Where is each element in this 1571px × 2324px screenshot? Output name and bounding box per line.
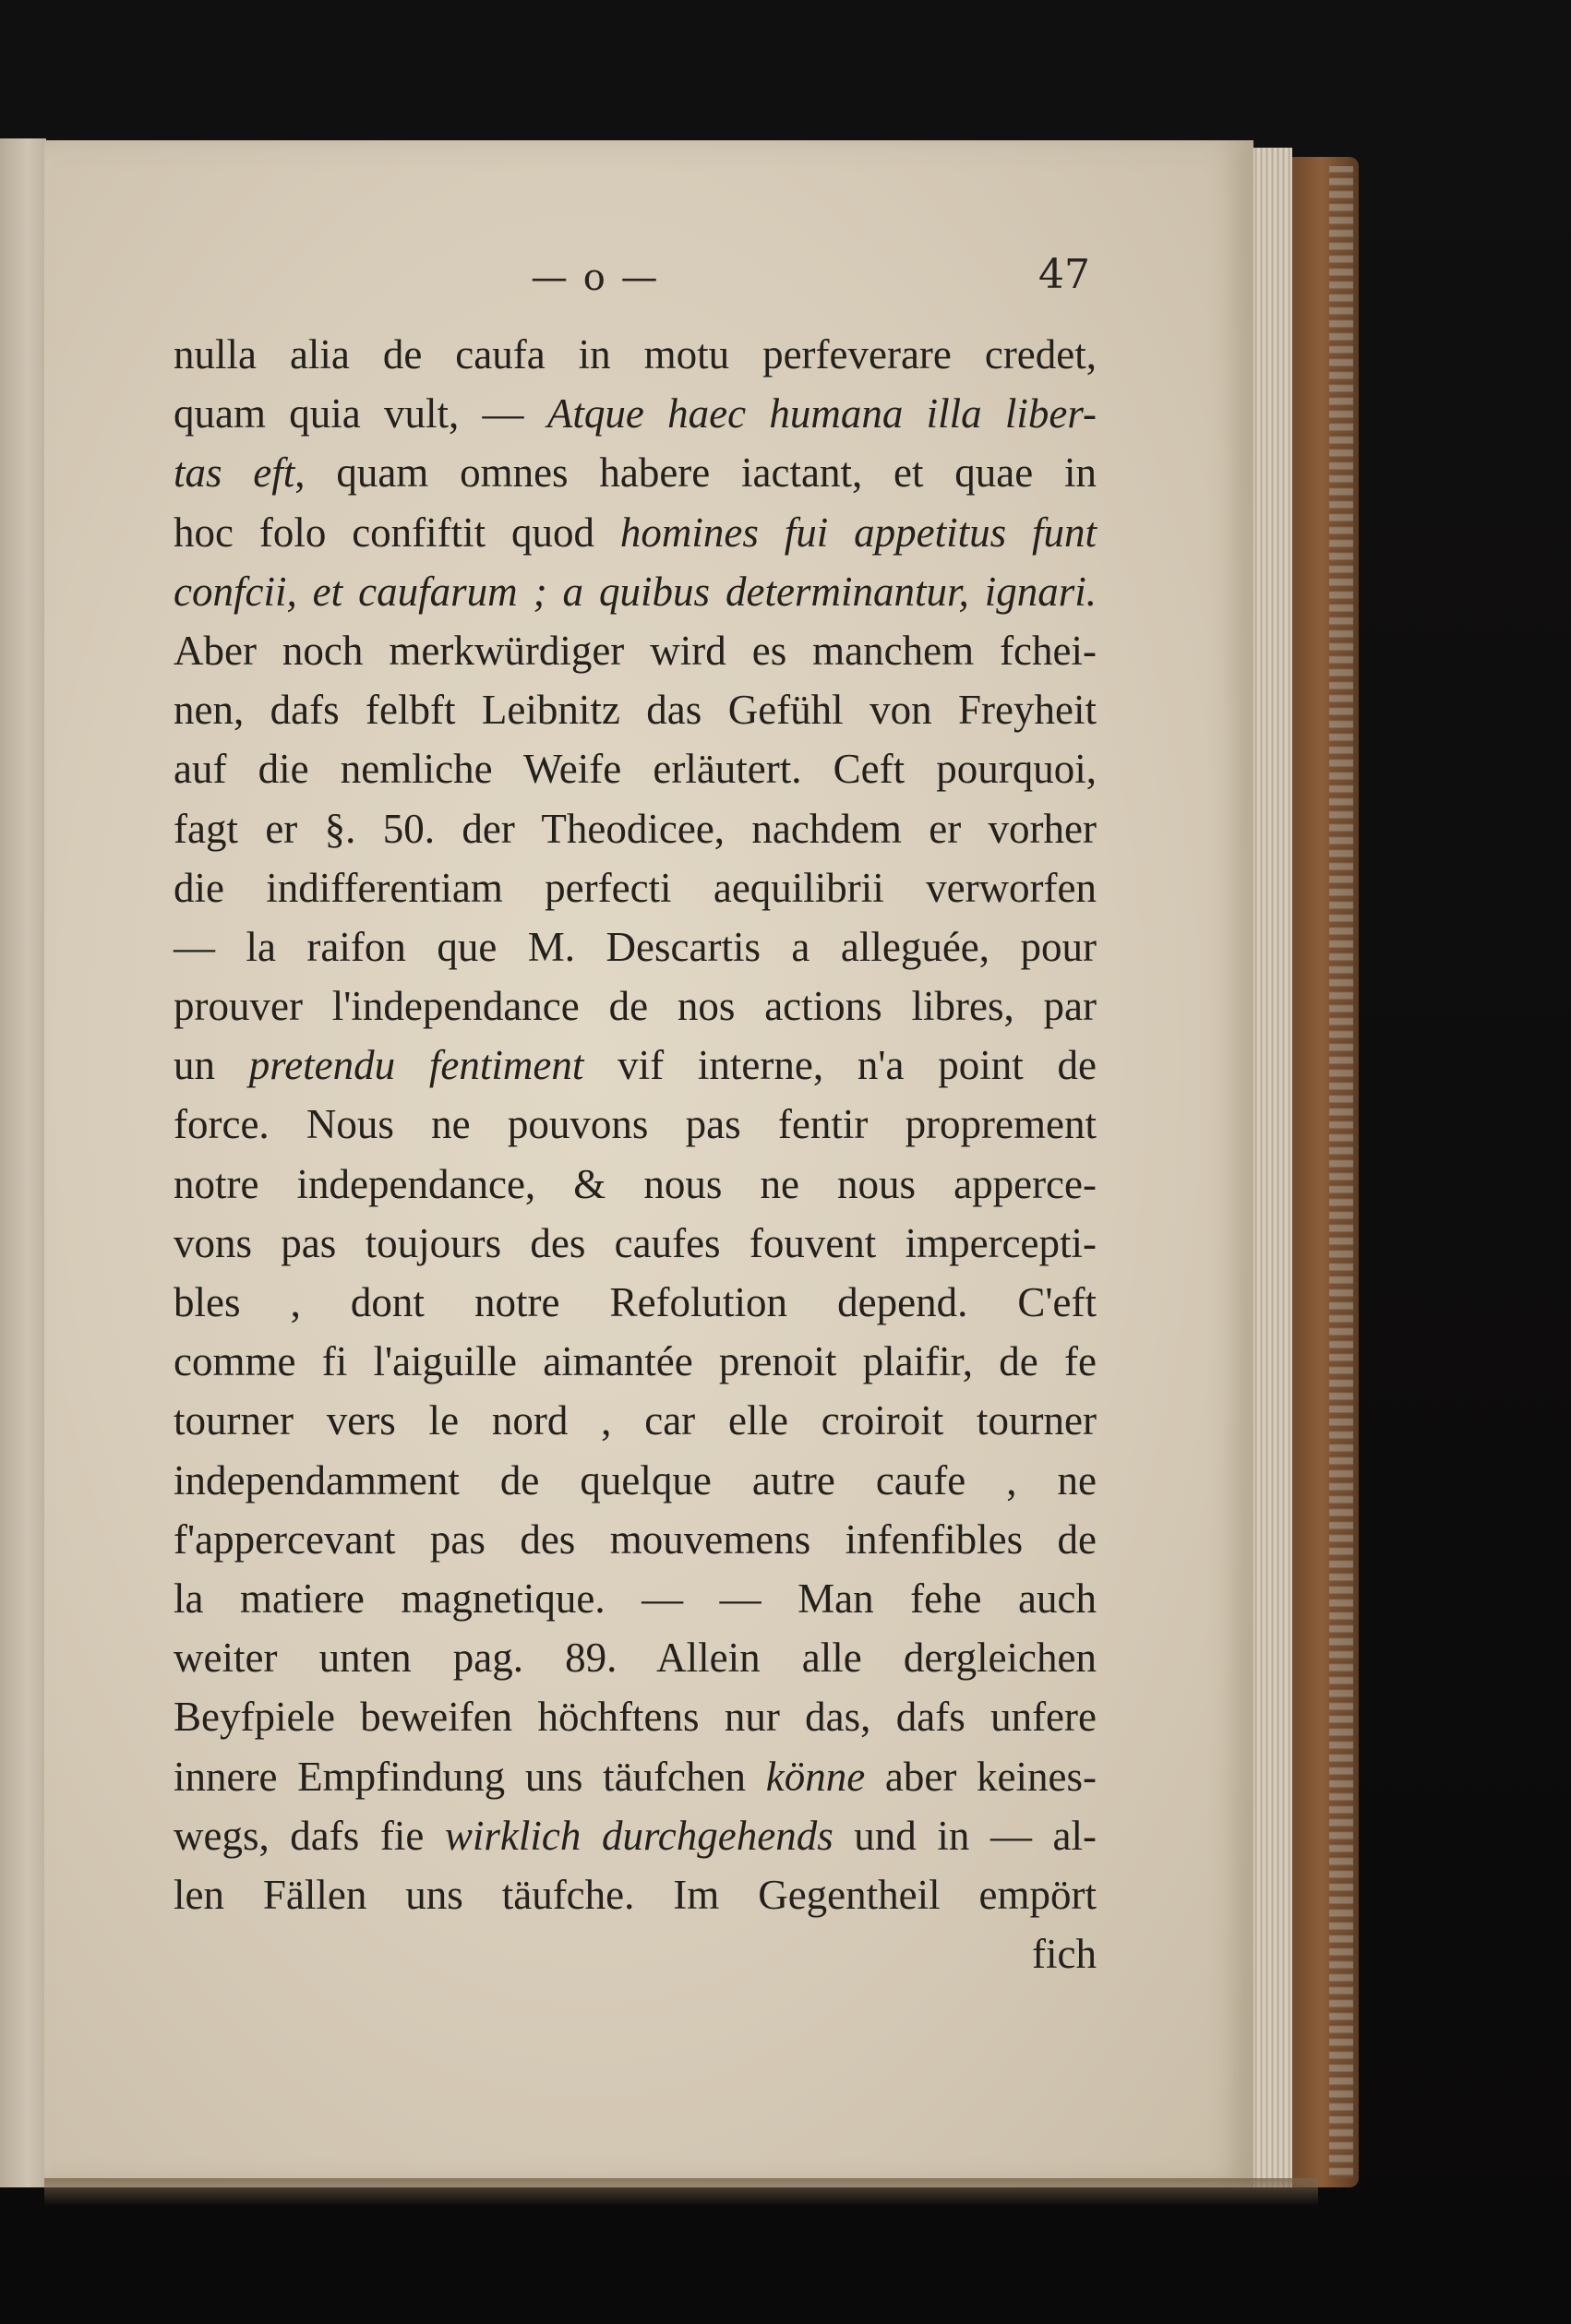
text-line — [174, 917, 1097, 976]
italic-text-segment: confcii, et caufarum ; a quibus determinantur, ignari. — [174, 568, 1097, 615]
text-segment: prouver l'independance de nos actions libres, par — [174, 983, 1097, 1030]
text-segment: aber keines- — [865, 1753, 1097, 1800]
text-segment: nen, dafs felbft Leibnitz das Gefühl von Freyheit — [174, 687, 1097, 734]
text-line — [174, 858, 1097, 917]
text-line — [174, 1510, 1097, 1569]
italic-text-segment: könne — [765, 1753, 866, 1800]
text-segment: len Fällen uns täufche. Im Gegentheil empört — [174, 1871, 1097, 1918]
text-line — [174, 1155, 1097, 1214]
text-segment: bles , dont notre Refolution depend. C'eft — [174, 1279, 1097, 1325]
text-segment: un — [174, 1042, 249, 1089]
text-segment: vons pas toujours des caufes fouvent impercepti- — [174, 1219, 1097, 1266]
text-line — [174, 1451, 1097, 1510]
italic-text-segment: wirklich durchgehends — [444, 1812, 833, 1859]
text-line — [174, 1036, 1097, 1095]
text-segment: tourner vers le nord , car elle croiroit tourner — [174, 1397, 1097, 1444]
text-line — [174, 680, 1097, 739]
text-line — [174, 1391, 1097, 1450]
italic-text-segment: tas eft — [174, 449, 295, 497]
text-segment: auf die nemliche Weife erläutert. Ceft pourquoi, — [174, 746, 1097, 793]
text-segment: comme fi l'aiguille aimantée prenoit plaifir, de fe — [174, 1338, 1097, 1385]
text-line — [174, 1628, 1097, 1687]
italic-text-segment: homines fui appetitus funt — [619, 509, 1097, 556]
text-segment: nulla alia de caufa in motu perfeverare credet, — [174, 331, 1097, 377]
text-segment: die indifferentiam perfecti aequilibrii verworfen — [174, 864, 1097, 911]
cover-texture — [1329, 166, 1353, 2178]
text-line — [174, 799, 1097, 858]
text-line — [174, 562, 1097, 621]
text-line — [174, 325, 1097, 384]
text-line — [174, 1214, 1097, 1273]
text-segment: und in — al- — [833, 1812, 1097, 1859]
text-segment: fich — [1032, 1931, 1097, 1978]
text-line — [174, 443, 1097, 502]
text-segment: f'appercevant pas des mouvemens infenfibles de — [174, 1515, 1097, 1563]
text-segment: — la raifon que M. Descartis a alleguée, pour — [174, 923, 1097, 970]
text-segment: independamment de quelque autre caufe , ne — [174, 1456, 1097, 1503]
text-line — [174, 1569, 1097, 1628]
italic-text-segment: pretendu fentiment — [248, 1042, 584, 1089]
text-segment: quam quia vult, — — [174, 390, 547, 437]
left-page-edge — [0, 138, 46, 2187]
header-ornament: — o — — [531, 257, 660, 299]
text-line — [174, 739, 1097, 798]
text-line — [174, 1806, 1097, 1865]
text-line — [174, 503, 1097, 562]
text-segment: hoc folo confiftit quod — [174, 509, 620, 556]
text-segment: Aber noch merkwürdiger wird es manchem fchei- — [174, 627, 1097, 674]
text-segment: , quam omnes habere iactant, et quae in — [294, 449, 1097, 497]
text-line — [174, 1924, 1097, 1983]
text-segment: weiter unten pag. 89. Allein alle dergleichen — [174, 1635, 1097, 1682]
text-line — [174, 1747, 1097, 1806]
italic-text-segment: Atque haec humana illa liber- — [546, 390, 1097, 437]
page-bottom-shadow — [44, 2178, 1318, 2206]
text-segment: notre independance, & nous ne nous apperce- — [174, 1160, 1097, 1207]
text-line — [174, 1332, 1097, 1391]
text-segment: vif interne, n'a point de — [583, 1042, 1097, 1089]
text-line — [174, 976, 1097, 1036]
text-line — [174, 621, 1097, 680]
text-line — [174, 1687, 1097, 1746]
text-line — [174, 384, 1097, 443]
text-segment: wegs, dafs fie — [174, 1812, 445, 1859]
text-segment: force. Nous ne pouvons pas fentir proprement — [174, 1101, 1097, 1148]
text-segment: la matiere magnetique. — — Man fehe auch — [174, 1575, 1097, 1622]
page-header — [175, 251, 1098, 306]
text-segment: Beyfpiele beweifen höchftens nur das, dafs unfere — [174, 1694, 1097, 1741]
body-text — [174, 325, 1097, 1983]
text-line — [174, 1273, 1097, 1332]
text-segment: innere Empfindung uns täufchen — [174, 1753, 766, 1800]
text-segment: fagt er §. 50. der Theodicee, nachdem er vorher — [174, 805, 1097, 852]
page-number: 47 — [1038, 251, 1090, 298]
text-line — [174, 1095, 1097, 1154]
text-line — [174, 1865, 1097, 1924]
